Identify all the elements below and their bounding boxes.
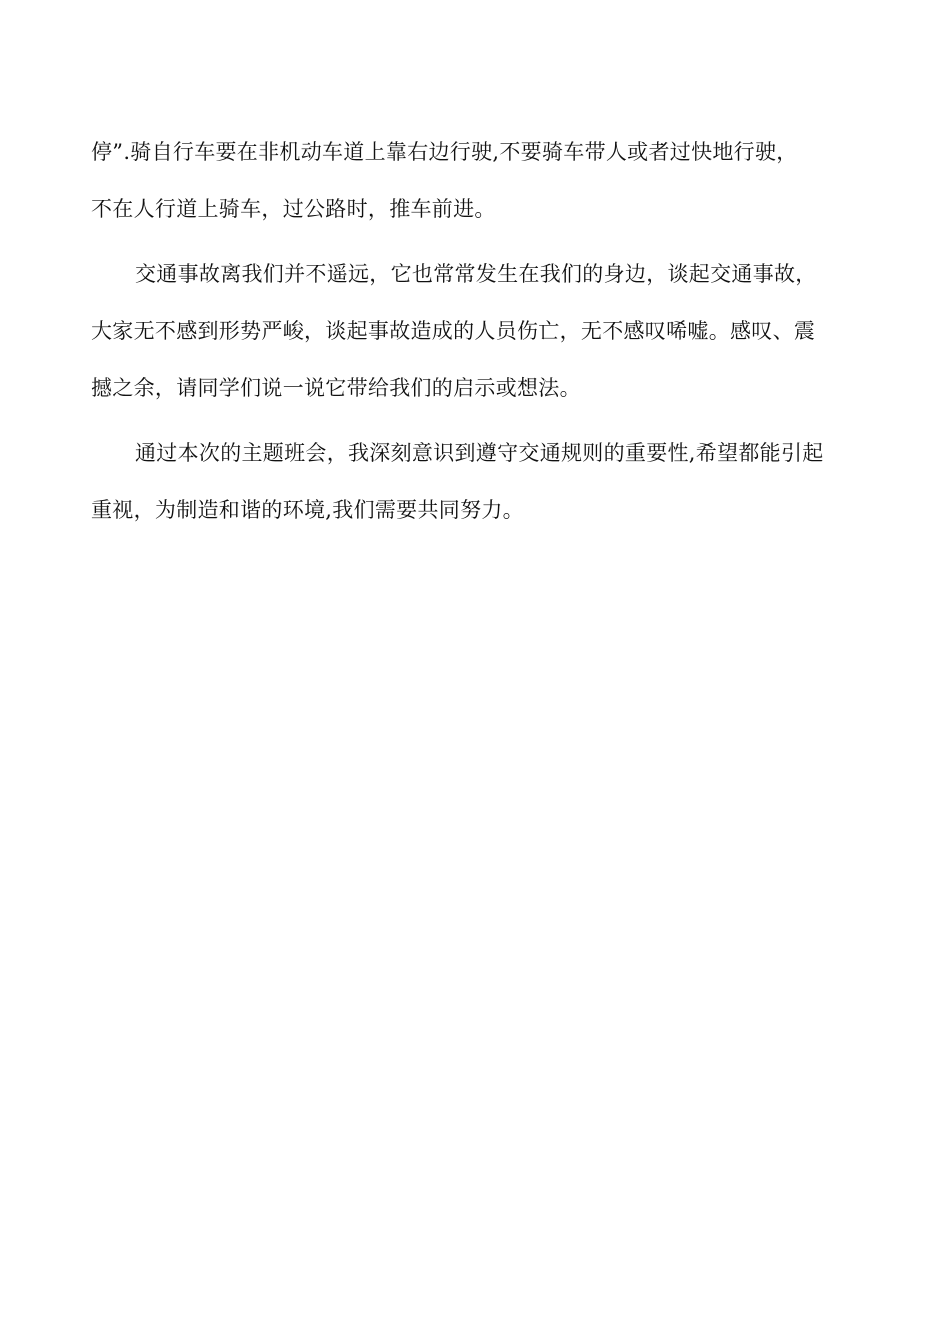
text-line: 撼之余，请同学们说一说它带给我们的启示或想法。 [91, 376, 581, 400]
text-line: 通过本次的主题班会，我深刻意识到遵守交通规则的重要性,希望都能引起 [135, 441, 824, 465]
text-line: 不在人行道上骑车，过公路时，推车前进。 [91, 197, 496, 221]
text-line: 交通事故离我们并不遥远，它也常常发生在我们的身边，谈起交通事故， [135, 262, 817, 286]
text-line: 大家无不感到形势严峻，谈起事故造成的人员伤亡，无不感叹唏嘘。感叹、震 [91, 319, 816, 343]
paragraph-cycling-rules [91, 124, 863, 238]
text-line: 停”.骑自行车要在非机动车道上靠右边行驶,不要骑车带人或者过快地行驶， [91, 140, 798, 164]
document-body [91, 124, 863, 539]
paragraph-traffic-accidents [91, 246, 863, 417]
paragraph-conclusion [91, 425, 863, 539]
text-line: 重视，为制造和谐的环境,我们需要共同努力。 [91, 498, 524, 522]
